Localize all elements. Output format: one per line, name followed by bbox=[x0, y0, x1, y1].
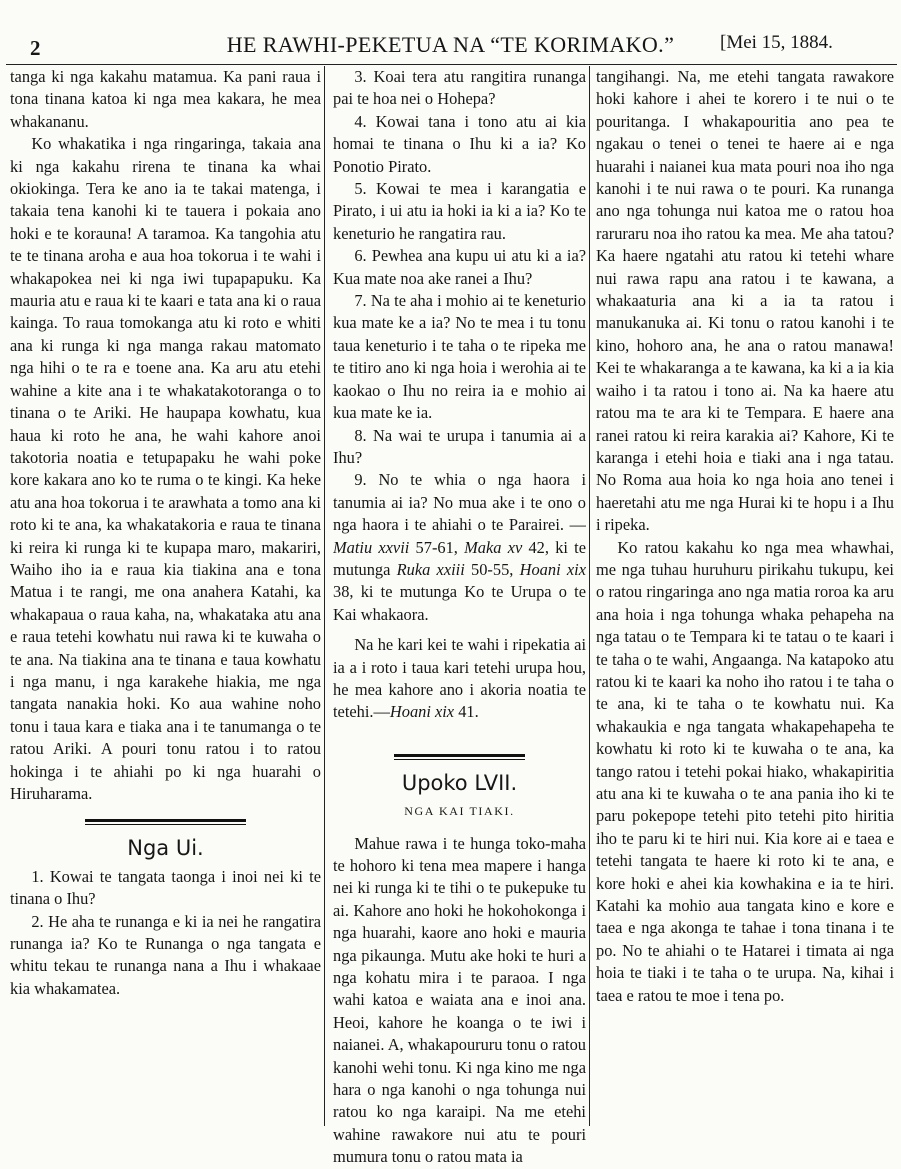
paragraph: Ko ratou kakahu ko nga mea whawhai, me nga tuhau huruhuru pirikahu tukupu, kei o ratou ringaringa ano nga matia roroa ka aru ana hoia i nga tohunga whaka pehapeha na nga tatau o te Tempara ki te tatau o te kaari i te taha o te wahi, Angaanga. Na katapoko atu ratou ki te kaari ka noho iho ratou i te taha o te ana, ki te taha o te kowhatu nui. Ka whakaukia e nga tangata whakapehapeha te kowhatu ki roto ki te kuwaha o te ana, ka tango ratou i tetehi pokai hiako, whakapiritia atu ana ki te kuwaha o te ana pania iho ki te paru pokepope tetehi pito tetehi pito hiritia iho te paru ki te hiri nui. Kia kore ai e taea e tetehi tangata te haere ki roto ki te ana, e kore hoki e ahei kia kowhakina e ia te hiri. Katahi ka mohio aua tangata kino e kore e taea e nga akonga te tahae i tona tinana i te po. No te ahiahi o te Hatarei i timata ai nga hoia te tiaki i te taha o te urupa. Na, kihai i taea e ratou te moe i tena po. bbox=[596, 537, 894, 1005]
column-3 bbox=[596, 66, 894, 1007]
chapter-heading: Upoko LVII. bbox=[401, 770, 518, 795]
chapter-subheading: NGA KAI TIAKI. bbox=[404, 804, 515, 819]
scripture-reference: Matiu xxvii bbox=[333, 537, 410, 557]
section-divider bbox=[394, 754, 526, 760]
verse-text: 41. bbox=[454, 702, 479, 722]
question-1: 1. Kowai te tangata taonga i inoi nei ki te tinana o Ihu? bbox=[10, 866, 321, 909]
paragraph: tanga ki nga kakahu matamua. Ka pani raua i tona tinana katoa ki nga mea kakara, he mea whakananu. bbox=[10, 67, 321, 131]
question-4: 4. Kowai tana i tono atu ai kia homai te tinana o Ihu ki a ia? Ko Ponotio Pirato. bbox=[333, 111, 586, 176]
question-8: 8. Na wai te urupa i tanumia ai a Ihu? bbox=[333, 425, 586, 467]
column-divider-1 bbox=[324, 66, 325, 1126]
question-9-text: 57-61, bbox=[409, 537, 465, 557]
paragraph: Ko whakatika i nga ringaringa, takaia ana ki nga kakahu rirena te tinana ka whai okiokinga. Tera ke ano ia te takai matenga, i takaia tena kanohi ki te tauera i pokaia ano hoki e te korauna! A taramoa. Ka tangohia atu te te tinana aroha e aua hoa tokorua i te wahi i whakapokea nei ki nga iwi tupapapuku. Ka mauria atu e raua ki te kaari e tata ana ki o raua kainga. To raua tomokanga atu ki roto e whiti ana ki runga ki nga manga rakau matomato nga hihi o te ra e toene ana. Ka aru atu etehi wahine a kite ana i te whakatakotoranga o to tinana o te Ariki. He haupapa kowhatu, kua haua ki roto he ana, he wahi kahore anoi takotoria noatia e tetupapaku he wahi poke kore kakara ano ko te ruma o te kingi. Ka heke atu ana hoa tokorua i te arawhata a tomo ana ki roto ki te ana, ka whakatakoria e raua te tinana ki reira ki runga ki te kupapa maro, makariri, Waiho iho ia e raua kia tiakina ana e tona Matua i te rangi, me ona anahera Katahi, ka whakapaua o raua kaha, na, whakataka atu ana e raua tetehi kowhatu nui rawa ki te kuwaha o te ana. Na tiakina ana te tinana e taua kowhatu i nga manu, i nga karakehe hiakia, me nga tangata nanakia hoki. Ko aua wahine noho tonu i taua kara e tiaka ana i te tanumanga o te ratou Ariki. A pouri tonu ratou i to ratou hokinga i te ahiahi po ki nga huarahi o Hiruharama. bbox=[10, 134, 321, 803]
column-divider-2 bbox=[589, 66, 590, 1126]
column-1 bbox=[10, 66, 321, 1000]
paragraph: Mahue rawa i te hunga toko-maha te hohoro ki tena mea mapere i hanga nei ki runga ki te tihi o te pukepuke tu ai. Kahore ano hoki he hokohokonga i nga huarahi, kaore ano hoki e mauria nga pikaunga. Mutu ake hoki te huri a nga kohatu mira i te paraoa. I nga wahi katoa e waiata ana e inoi ana. Heoi, kahore he koanga o te iwi i naianei. A, whakapoururu tonu o ratou kanohi wehi tonu. Ki nga kino me nga hara o nga kanohi o nga tohunga nui ratou ko nga karaipi. Na me etehi wahine rawakore nui atu te pouri mumura tonu o ratou mata ia bbox=[333, 833, 586, 1167]
scripture-reference: Ruka xxiii bbox=[396, 559, 465, 579]
page-header bbox=[0, 0, 901, 62]
verse-quote bbox=[333, 634, 586, 724]
question-5: 5. Kowai te mea i karangatia e Pirato, i ui atu ia hoki ia ki a ia? Ko te keneturio he rangatira rau. bbox=[333, 179, 586, 243]
question-3: 3. Koai tera atu rangitira runanga pai te hoa nei o Hohepa? bbox=[333, 67, 586, 109]
question-7: 7. Na te aha i mohio ai te keneturio kua mate ke a ia? No te mea i tu tonu taua keneturio i te taha o te ripeka me te titiro ano ki nga hoia i werohia ai te kaokao o Ihu no reira ia e mohio ai kua mate ke ia. bbox=[333, 291, 586, 423]
column-2 bbox=[333, 66, 586, 1169]
verse-text: Na he kari kei te wahi i ripekatia ai ia a i roto i taua kari tetehi urupa hou, he mea kahore ano i akoria noatia te tetehi.— bbox=[333, 635, 586, 722]
section-divider bbox=[85, 819, 247, 825]
header-rule bbox=[6, 64, 897, 65]
question-9-text: 42, ki te mutunga bbox=[333, 537, 586, 579]
question-9-text: 50-55, bbox=[464, 559, 520, 579]
scripture-reference: Hoani xix bbox=[389, 702, 455, 722]
question-9-text: 9. No te whia o nga haora i tanumia ai ia? No mua ake i te ono o nga haora i te ahiahi o te Parairei. — bbox=[333, 470, 586, 535]
question-9 bbox=[333, 469, 586, 626]
page-number: 2 bbox=[30, 36, 41, 60]
scripture-reference: Hoani xix bbox=[519, 559, 586, 579]
question-2: 2. He aha te runanga e ki ia nei he rangatira runanga ia? Ko te Runanga o nga tangata e whitu tekau te runanga nana a Ihu i whakaae kia whakamatea. bbox=[10, 911, 321, 998]
question-9-text: 38, ki te mutunga Ko te Urupa o te Kai whakaora. bbox=[333, 582, 586, 624]
question-6: 6. Pewhea ana kupu ui atu ki a ia? Kua mate noa ake ranei a Ihu? bbox=[333, 246, 586, 288]
paragraph: tangihangi. Na, me etehi tangata rawakore hoki kahore i ahei te korero i te nui o te pouritanga. I whakapouritia ano pea te ngakau o tenei o tenei te haere ai e nga huarahi i naianei kua mata pouri noa iho nga kanohi i te nui rawa o te pouri. Ka runanga ano nga tohunga nui katoa me o ratou hoa raruraru noa iho ratou ka mea. Me aha tatou? Ka haere ngatahi atu ratou ki tetehi whare nui rawa rapu ana ratou i te kawana, a whakaaturia ana ki a ia ta ratou i manukanuka ai. Ki tonu o ratou kanohi i te kino, hohoro ana, he ana o ratou manawa! Kei te whakaranga a te kawana, ka ki a ia kia waiho i ta ratou i tono ai. Na ka haere atu ratou ma te ara ki te Tempara. E haere ana ranei ratou ki reira karakia ai? Kahore, Ki te karanga i etehi hoia e tiaki ana i nga tatau. No Roma aua hoia ko nga hoia ano tenei i haeretahi atu me nga Hurai ki te hopu i a Ihu i ripeka. bbox=[596, 67, 894, 535]
scripture-reference: Maka xv bbox=[464, 537, 523, 557]
issue-date: [Mei 15, 1884. bbox=[720, 32, 833, 53]
running-title: HE RAWHI-PEKETUA NA “TE KORIMAKO.” bbox=[226, 32, 675, 57]
section-heading-nga-ui: Nga Ui. bbox=[127, 836, 204, 861]
